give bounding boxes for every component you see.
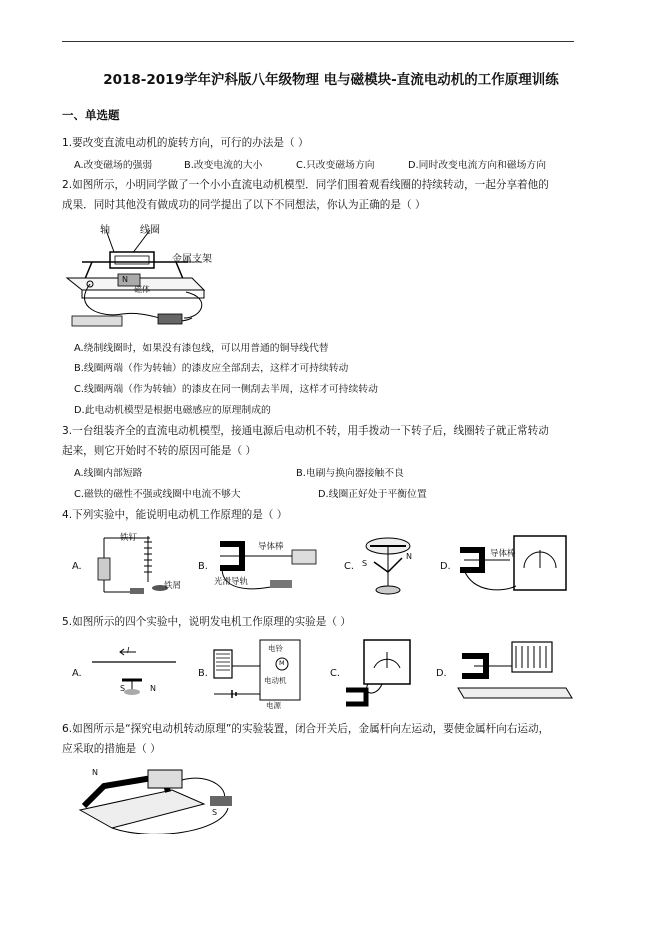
header-rule xyxy=(62,41,574,42)
q5-letter-d: D. xyxy=(436,668,447,679)
q3-option-a: A.线圈内部短路 xyxy=(74,468,143,479)
q2-option-b: B.线圈两端（作为转轴）的漆皮应全部刮去，这样才可持续转动 xyxy=(74,363,349,374)
q5-fig-c-galvanometer xyxy=(342,636,426,708)
q2-motor-model-figure xyxy=(62,218,212,336)
q6-label-s: S xyxy=(212,808,218,817)
q4-label-conductor-rod: 导体棒 xyxy=(258,542,284,552)
q4-letter-a: A. xyxy=(72,561,82,572)
q4-label-s: S xyxy=(362,559,368,568)
q1-option-d: D.同时改变电流方向和磁场方向 xyxy=(408,160,547,171)
q5-label-s: S xyxy=(120,684,126,693)
q2-label-coil: 线圈 xyxy=(140,225,160,236)
question-6-stem-line1: 6.如图所示是“探究电动机转动原理”的实验装置，闭合开关后，金属杆向左运动，要使金属杆向右运动， xyxy=(62,723,550,735)
q5-label-source: 电源 xyxy=(266,701,281,710)
question-2-stem-line1: 2.如图所示，小明同学做了一个小小直流电动机模型．同学们围着观看线圈的持续转动，一起分享着他的 xyxy=(62,179,549,191)
q5-label-i: I xyxy=(127,646,130,655)
q5-label-n: N xyxy=(150,684,156,693)
q5-fig-b-relay-circuit xyxy=(210,636,306,708)
question-3-stem-line2: 起来，则它开始时不转的原因可能是（ ） xyxy=(62,445,257,457)
q4-letter-d: D. xyxy=(440,561,451,572)
q2-option-d: D.此电动机模型是根据电磁感应的原理制成的 xyxy=(74,405,271,416)
q1-option-a: A.改变磁场的强弱 xyxy=(74,160,153,171)
q4-label-n: N xyxy=(406,552,412,561)
question-5-stem: 5.如图所示的四个实验中，说明发电机工作原理的实验是（ ） xyxy=(62,616,351,628)
q5-fig-a-wire-compass xyxy=(90,640,180,700)
question-3-stem-line1: 3.一台组装齐全的直流电动机模型，接通电源后电动机不转，用手拨动一下转子后，线圈转子就正常转动 xyxy=(62,425,549,437)
q4-letter-b: B. xyxy=(198,561,208,572)
q2-label-axis: 轴 xyxy=(100,225,110,236)
section-heading: 一、单选题 xyxy=(62,108,120,122)
q5-fig-d-motor-setup xyxy=(456,636,574,708)
q5-label-bell: 电铃 xyxy=(268,644,283,653)
document-title: 2018-2019学年沪科版八年级物理 电与磁模块-直流电动机的工作原理训练 xyxy=(103,72,559,88)
q6-label-n: N xyxy=(92,768,98,777)
q5-label-m: M xyxy=(279,659,285,667)
q2-option-c: C.线圈两端（作为转轴）的漆皮在同一侧刮去半周，这样才可持续转动 xyxy=(74,384,378,395)
q4-label-rail: 光滑导轨 xyxy=(214,577,249,587)
q3-option-d: D.线圈正好处于平衡位置 xyxy=(318,489,427,500)
q3-option-c: C.磁铁的磁性不强或线圈中电流不够大 xyxy=(74,489,241,500)
q5-label-motor: 电动机 xyxy=(264,676,287,685)
q4-fig-b-rail-rod xyxy=(212,528,322,600)
q2-label-bracket: 金属支架 xyxy=(172,254,212,265)
q4-fig-d-galvanometer xyxy=(454,528,574,600)
q3-option-b: B.电刷与换向器接触不良 xyxy=(296,468,404,479)
q4-label-conductor-rod-d: 导体棒 xyxy=(490,549,516,559)
q5-letter-b: B. xyxy=(198,668,208,679)
question-6-stem-line2: 应采取的措施是（ ） xyxy=(62,743,161,755)
q5-letter-a: A. xyxy=(72,668,82,679)
question-2-stem-line2: 成果．同时其他没有做成功的同学提出了以下不同想法，你认为正确的是（ ） xyxy=(62,199,426,211)
q1-option-c: C.只改变磁场方向 xyxy=(296,160,375,171)
q5-letter-c: C. xyxy=(330,668,340,679)
q4-letter-c: C. xyxy=(344,561,354,572)
question-4-stem: 4.下列实验中，能说明电动机工作原理的是（ ） xyxy=(62,509,288,521)
q2-label-magnet: 磁体 xyxy=(134,285,150,294)
q2-option-a: A.绕制线圈时，如果没有漆包线，可以用普通的铜导线代替 xyxy=(74,343,329,354)
q4-label-iron-filings: 铁屑 xyxy=(164,581,182,591)
question-1-stem: 1.要改变直流电动机的旋转方向，可行的办法是（ ） xyxy=(62,137,309,149)
q2-label-n: N xyxy=(122,275,128,284)
q4-label-iron-nail: 铁钉 xyxy=(120,533,138,543)
q1-option-b: B.改变电流的大小 xyxy=(184,160,263,171)
